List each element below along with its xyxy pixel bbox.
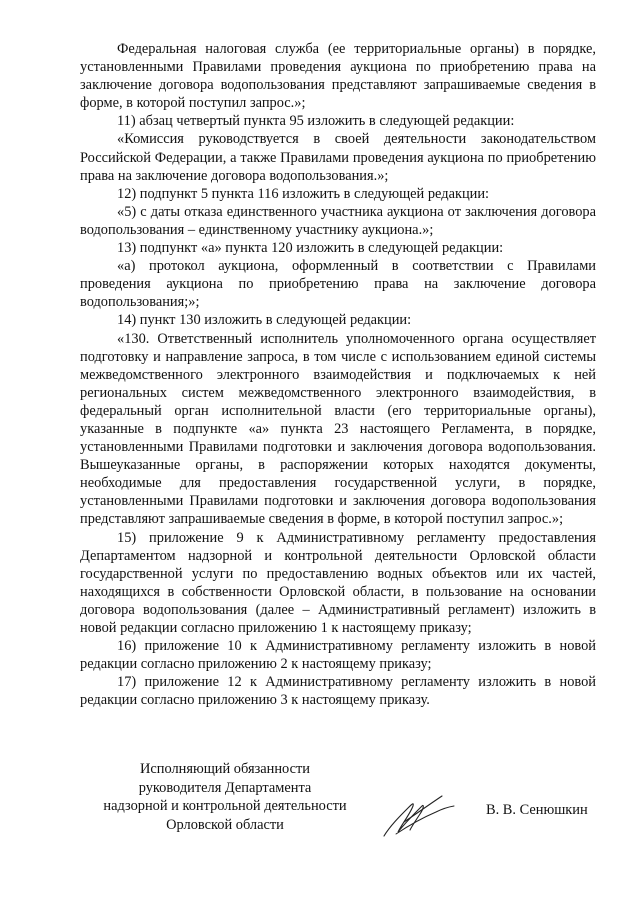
paragraph-fns-procedure: Федеральная налоговая служба (ее территориальные органы) в порядке, установленными Правилами проведения аукциона по приобретению права на заключение договора водопользования представляют запрашиваемые сведения в форме, в которой поступил запрос.»; — [80, 41, 596, 112]
position-line: надзорной и контрольной деятельности — [103, 798, 347, 815]
signatory-position — [80, 760, 370, 834]
handwritten-signature — [378, 792, 458, 840]
document-body — [80, 40, 596, 709]
paragraph-subitem-a-quote: «а) протокол аукциона, оформленный в соответствии с Правилами проведения аукциона по приобретению права на заключение договора водопользования;»; — [80, 258, 596, 311]
position-line: Орловской области — [166, 816, 284, 833]
paragraph-item-15: 15) приложение 9 к Административному регламенту предоставления Департаментом надзорной и контрольной деятельности Орловской области государственной услуги по предоставлению водных объектов или их частей, находящихся в собственности Орловской области, в пользование на основании договора водопользования (далее – Административный регламент) изложить в новой редакции согласно приложению 1 к настоящему приказу; — [80, 529, 596, 636]
paragraph-item-16: 16) приложение 10 к Административному регламенту изложить в новой редакции согласно приложению 2 к настоящему приказу; — [80, 638, 596, 673]
paragraph-item-17: 17) приложение 12 к Административному регламенту изложить в новой редакции согласно приложению 3 к настоящему приказу. — [80, 674, 596, 709]
paragraph-item-12: 12) подпункт 5 пункта 116 изложить в следующей редакции: — [117, 185, 490, 202]
paragraph-item-14: 14) пункт 130 изложить в следующей редакции: — [117, 312, 412, 329]
signer-name: В. В. Сенюшкин — [486, 802, 588, 818]
paragraph-item-13: 13) подпункт «а» пункта 120 изложить в следующей редакции: — [117, 240, 504, 257]
position-line: руководителя Департамента — [138, 779, 312, 796]
paragraph-commission-quote: «Комиссия руководствуется в своей деятельности законодательством Российской Федерации, а также Правилами проведения аукциона по приобретению права на заключение договора водопользования.»; — [80, 131, 596, 184]
paragraph-subitem-5-quote: «5) с даты отказа единственного участника аукциона от заключения договора водопользования – единственному участнику аукциона.»; — [80, 203, 596, 238]
paragraph-point-130-quote: «130. Ответственный исполнитель уполномоченного органа осуществляет подготовку и направление запроса, в том числе с использованием единой системы межведомственного электронного взаимодействия и подключаемых к ней региональных систем межведомственного электронного взаимодействия, в федеральный орган исполнительной власти (его территориальные органы), указанные в подпункте «а» пункта 23 настоящего Регламента, в порядке, установленными Правилами подготовки и заключения договора водопользования. Вышеуказанные органы, в распоряжении которых находятся документы, необходимые для предоставления государственной услуги, в порядке, установленными Правилами подготовки и заключения договора водопользования представляют запрашиваемые сведения в форме, в которой поступил запрос.»; — [80, 330, 596, 528]
paragraph-item-11: 11) абзац четвертый пункта 95 изложить в следующей редакции: — [117, 113, 515, 130]
position-line: Исполняющий обязанности — [139, 761, 310, 777]
